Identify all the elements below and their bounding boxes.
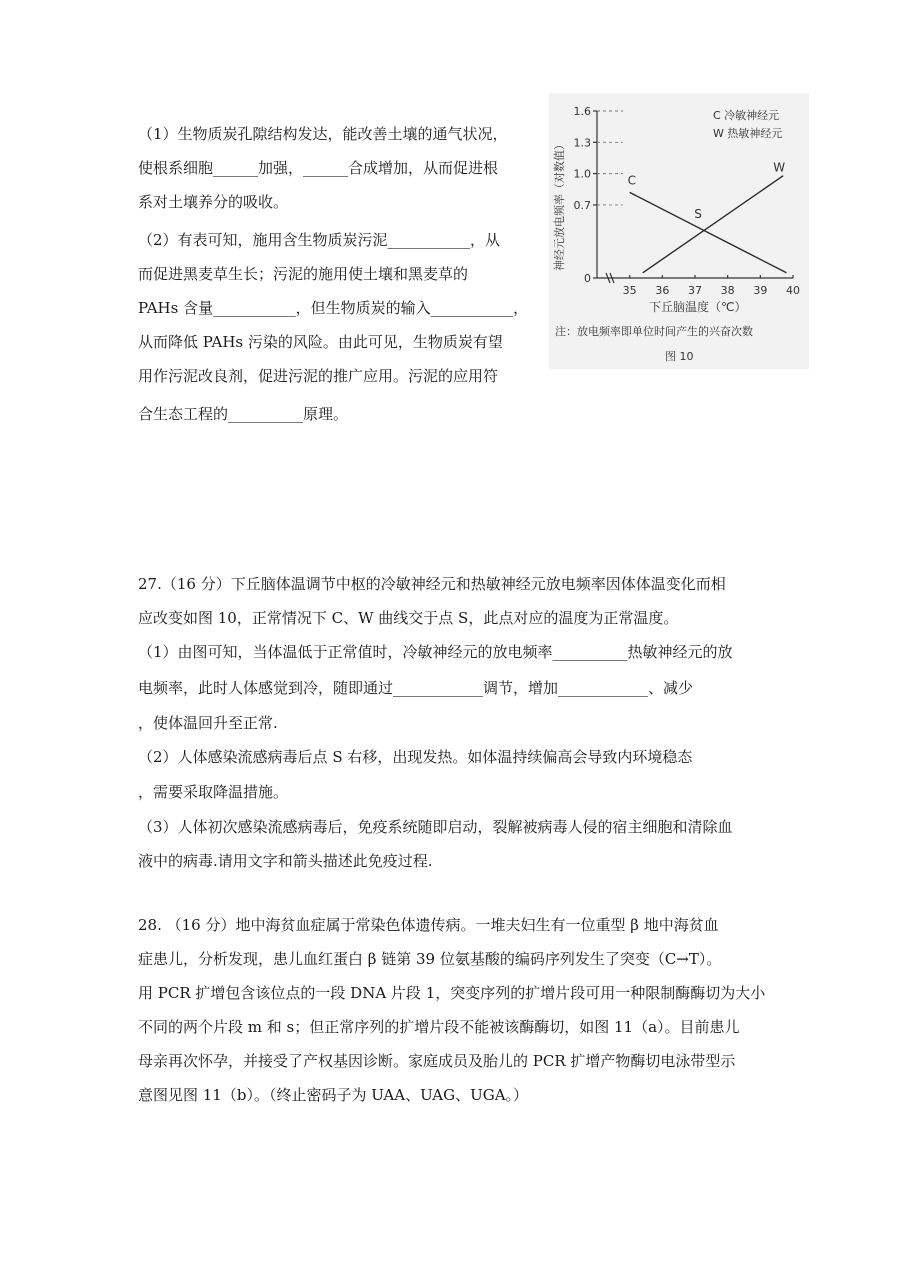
- figure-caption: 图 10: [665, 350, 694, 363]
- text-line: 应改变如图 10，正常情况下 C、W 曲线交于点 S，此点对应的温度为正常温度。: [138, 609, 679, 627]
- text-line: 症患儿，分析发现，患儿血红蛋白 β 链第 39 位氨基酸的编码序列发生了突变（C→T）。: [138, 950, 722, 968]
- legend-c: C 冷敏神经元: [713, 109, 780, 122]
- series-line-w: [643, 176, 783, 273]
- y-tick-label: 0: [584, 272, 591, 285]
- y-tick-label: 0.7: [573, 198, 591, 212]
- text-line: 不同的两个片段 m 和 s；但正常序列的扩增片段不能被该酶酶切，如图 11（a）。目前患儿: [138, 1018, 740, 1036]
- x-tick-label: 39: [753, 284, 768, 297]
- x-tick-label: 40: [786, 284, 800, 297]
- text-line: （2）有表可知，施用含生物质炭污泥___________，从: [138, 231, 501, 249]
- text-line: （2）人体感染流感病毒后点 S 右移，出现发热。如体温持续偏高会导致内环境稳态: [138, 748, 693, 766]
- legend-w: W 热敏神经元: [713, 127, 783, 140]
- y-ticks: [574, 105, 598, 285]
- text-line: ，需要采取降温措施。: [138, 783, 289, 801]
- x-tick-label: 37: [688, 284, 702, 297]
- text-line: 27.（16 分）下丘脑体温调节中枢的冷敏神经元和热敏神经元放电频率因体体温变化而相: [138, 575, 726, 593]
- text-line: 用作污泥改良剂，促进污泥的推广应用。污泥的应用符: [138, 367, 499, 385]
- text-line: 液中的病毒.请用文字和箭头描述此免疫过程.: [138, 852, 433, 870]
- text-line: （1）由图可知，当体温低于正常值时，冷敏神经元的放电频率__________热敏神经元的放: [138, 643, 733, 661]
- x-tick-label: 36: [655, 284, 670, 297]
- curve-label-w: W: [773, 160, 786, 175]
- dashed-guides: [597, 111, 623, 205]
- text-line: PAHs 含量___________，但生物质炭的输入___________，: [138, 299, 529, 317]
- figure-note: 注：放电频率即单位时间产生的兴奋次数: [555, 325, 753, 338]
- x-tick-label: 38: [720, 284, 735, 297]
- figure-10-chart: [549, 93, 809, 369]
- text-line: 从而降低 PAHs 污染的风险。由此可见，生物质炭有望: [138, 333, 503, 351]
- intersection-label-s: S: [694, 206, 702, 221]
- text-line: 电频率，此时人体感觉到冷，随即通过____________调节，增加____________、减少: [138, 679, 694, 697]
- curves: [628, 161, 787, 273]
- text-line: （3）人体初次感染流感病毒后，免疫系统随即启动，裂解被病毒人侵的宿主细胞和清除血: [138, 818, 733, 836]
- text-line: 而促进黑麦草生长；污泥的施用使土壤和黑麦草的: [138, 265, 469, 283]
- figure-10: [549, 93, 809, 369]
- x-tick-label: 35: [622, 284, 637, 297]
- curve-label-c: C: [627, 173, 637, 188]
- y-axis-label: 神经元放电频率（对数值）: [553, 139, 566, 271]
- text-line: 合生态工程的__________原理。: [138, 405, 349, 423]
- x-axis-label: 下丘脑温度（℃）: [649, 300, 747, 314]
- text-line: ，使体温回升至正常.: [138, 714, 278, 732]
- y-tick-label: 1.6: [573, 105, 591, 118]
- text-line: 用 PCR 扩增包含该位点的一段 DNA 片段 1，突变序列的扩增片段可用一种限制酶酶切为大小: [138, 984, 766, 1002]
- text-line: 母亲再次怀孕，并接受了产权基因诊断。家庭成员及胎儿的 PCR 扩增产物酶切电泳带型示: [138, 1052, 736, 1070]
- y-tick-label: 1.0: [573, 167, 591, 181]
- series-line-c: [630, 192, 787, 272]
- text-line: 意图见图 11（b）。（终止密码子为 UAA、UAG、UGA。）: [138, 1086, 529, 1104]
- text-line: 28. （16 分）地中海贫血症属于常染色体遗传病。一堆夫妇生有一位重型 β 地中海贫血: [138, 916, 719, 934]
- text-line: （1）生物质炭孔隙结构发达，能改善土壤的通气状况，: [138, 125, 508, 143]
- text-line: 系对土壤养分的吸收。: [138, 193, 289, 211]
- y-tick-label: 1.3: [573, 136, 591, 150]
- text-line: 使根系细胞______加强，______合成增加，从而促进根: [138, 159, 499, 177]
